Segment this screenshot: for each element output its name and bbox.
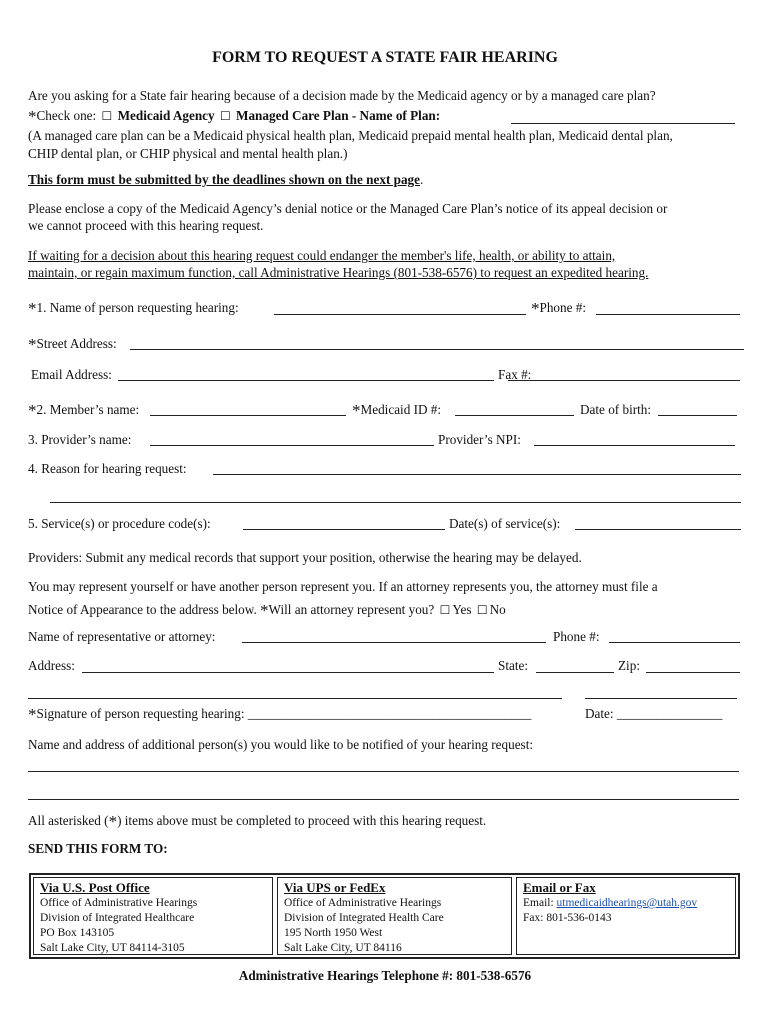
provider-name-field[interactable] <box>150 445 434 446</box>
email-line <box>523 896 729 911</box>
asterisk-note-start: All asterisked ( <box>28 813 109 828</box>
medicaid-id-label <box>352 402 441 418</box>
send-to-heading: SEND THIS FORM TO: <box>28 841 168 856</box>
post-office-line: PO Box 143105 <box>40 927 115 939</box>
phone-footer: Administrative Hearings Telephone #: 801-538-6576 <box>238 968 532 983</box>
zip-field[interactable] <box>646 672 740 673</box>
address-field[interactable] <box>82 672 494 673</box>
provider-name-label: 3. Provider’s name: <box>28 432 132 447</box>
mailing-options-table <box>29 873 740 959</box>
additional-persons-label: Name and address of additional person(s) you would like to be notified of your hearing request: <box>28 737 534 752</box>
required-asterisk: * <box>28 299 37 318</box>
post-office-line: Salt Lake City, UT 84114-3105 <box>40 942 185 954</box>
rep-phone-field[interactable] <box>609 642 740 643</box>
fax-number: Fax: 801-536-0143 <box>523 912 612 924</box>
providers-note: Providers: Submit any medical records that support your position, otherwise the hearing may be delayed. <box>28 550 582 565</box>
signature-date-field[interactable] <box>585 698 737 699</box>
requester-name-label <box>28 300 239 316</box>
required-asterisk: * <box>28 401 37 420</box>
deadline-note-text: This form must be submitted by the deadlines shown on the next page <box>28 172 421 187</box>
intro-question: Are you asking for a State fair hearing because of a decision made by the Medicaid agency or by a managed care plan? <box>28 88 656 103</box>
attorney-no-checkbox[interactable]: ☐ <box>476 603 488 617</box>
plan-note-line-1: (A managed care plan can be a Medicaid physical health plan, Medicaid prepaid mental health plan, Medicaid dental plan, <box>28 128 673 143</box>
fax-label: Fax #: <box>498 367 532 382</box>
page-title: FORM TO REQUEST A STATE FAIR HEARING <box>212 49 558 66</box>
provider-npi-label: Provider’s NPI: <box>438 432 521 447</box>
email-link[interactable]: utmedicaidhearings@utah.gov <box>556 897 698 909</box>
enclose-line-2: we cannot proceed with this hearing request. <box>28 218 264 233</box>
attorney-question: Will an attorney represent you? <box>268 602 435 617</box>
medicaid-agency-checkbox[interactable]: ☐ <box>101 109 113 123</box>
rep-phone-label: Phone #: <box>553 629 600 644</box>
address-label: Address: <box>28 658 75 673</box>
expedite-line-1: If waiting for a decision about this hearing request could endanger the member's life, health, or ability to attain, <box>28 248 616 263</box>
street-label <box>28 336 117 352</box>
member-name-label <box>28 402 139 418</box>
service-dates-field[interactable] <box>575 529 741 530</box>
state-label: State: <box>498 658 529 673</box>
medicaid-id-field[interactable] <box>455 415 574 416</box>
ups-fedex-line: Salt Lake City, UT 84116 <box>284 942 402 954</box>
post-office-line: Division of Integrated Healthcare <box>40 912 195 924</box>
fax-field[interactable] <box>508 380 740 381</box>
member-name-field[interactable] <box>150 415 346 416</box>
email-fax-column <box>516 877 736 955</box>
represent-line-2 <box>28 602 506 618</box>
required-asterisk: * <box>352 401 361 420</box>
email-fax-heading: Email or Fax <box>523 880 596 895</box>
medicaid-agency-label: Medicaid Agency <box>117 108 215 123</box>
ups-fedex-line: Division of Integrated Health Care <box>284 912 444 924</box>
street-field[interactable] <box>130 349 744 350</box>
state-field[interactable] <box>536 672 614 673</box>
service-codes-field[interactable] <box>243 529 445 530</box>
phone-field[interactable] <box>596 314 740 315</box>
post-office-column <box>33 877 273 955</box>
required-asterisk: * <box>28 335 37 354</box>
deadline-period: . <box>420 172 424 187</box>
email-label: Email: <box>523 897 557 909</box>
date-label: Date: ________________ <box>585 706 723 721</box>
signature-field[interactable] <box>28 698 562 699</box>
street-label-text: Street Address: <box>36 336 117 351</box>
represent-line-2-text: Notice of Appearance to the address below. <box>28 602 257 617</box>
attorney-no-label: No <box>489 602 506 617</box>
required-asterisk: * <box>108 812 118 831</box>
attorney-yes-checkbox[interactable]: ☐ <box>439 603 451 617</box>
asterisk-note <box>28 813 486 829</box>
rep-name-label: Name of representative or attorney: <box>28 629 216 644</box>
plan-name-field[interactable] <box>511 123 735 124</box>
service-dates-label: Date(s) of service(s): <box>449 516 561 531</box>
dob-label: Date of birth: <box>580 402 652 417</box>
dob-field[interactable] <box>658 415 737 416</box>
medicaid-id-text: Medicaid ID #: <box>360 402 442 417</box>
zip-label: Zip: <box>618 658 640 673</box>
required-asterisk: * <box>260 601 269 620</box>
reason-field-line-1[interactable] <box>213 474 741 475</box>
rep-name-field[interactable] <box>242 642 546 643</box>
managed-care-checkbox[interactable]: ☐ <box>219 109 231 123</box>
reason-field-line-2[interactable] <box>50 502 741 503</box>
ups-fedex-line: 195 North 1950 West <box>284 927 383 939</box>
additional-persons-field-1[interactable] <box>28 771 739 772</box>
check-one-row <box>28 108 440 124</box>
member-name-text: 2. Member’s name: <box>36 402 140 417</box>
phone-label <box>531 300 586 316</box>
expedite-line-2: maintain, or regain maximum function, call Administrative Hearings (801-538-6576) to request an expedited hearing. <box>28 265 649 280</box>
ups-fedex-line: Office of Administrative Hearings <box>284 897 442 909</box>
post-office-heading: Via U.S. Post Office <box>40 880 150 895</box>
required-asterisk: * <box>28 107 37 126</box>
service-codes-label: 5. Service(s) or procedure code(s): <box>28 516 211 531</box>
enclose-line-1: Please enclose a copy of the Medicaid Agency’s denial notice or the Managed Care Plan’s notice of its appeal decision or <box>28 201 668 216</box>
phone-label-text: Phone #: <box>539 300 587 315</box>
provider-npi-field[interactable] <box>534 445 735 446</box>
requester-name-text: 1. Name of person requesting hearing: <box>36 300 239 315</box>
signature-label-text: Signature of person requesting hearing: ___________________________________________ <box>36 706 532 721</box>
post-office-line: Office of Administrative Hearings <box>40 897 198 909</box>
managed-care-label: Managed Care Plan - Name of Plan: <box>236 108 441 123</box>
required-asterisk: * <box>531 299 540 318</box>
plan-note-line-2: CHIP dental plan, or CHIP physical and mental health plan.) <box>28 146 348 161</box>
deadline-note <box>28 172 423 188</box>
signature-label <box>28 706 531 722</box>
check-one-label: Check one: <box>36 108 97 123</box>
ups-fedex-heading: Via UPS or FedEx <box>284 880 386 895</box>
asterisk-note-end: ) items above must be completed to proceed with this hearing request. <box>117 813 487 828</box>
email-field[interactable] <box>118 380 494 381</box>
ups-fedex-column <box>277 877 512 955</box>
attorney-yes-label: Yes <box>452 602 472 617</box>
represent-line-1: You may represent yourself or have another person represent you. If an attorney represents you, the attorney must file a <box>28 579 658 594</box>
email-label: Email Address: <box>31 367 112 382</box>
reason-label: 4. Reason for hearing request: <box>28 461 187 476</box>
additional-persons-field-2[interactable] <box>28 799 739 800</box>
requester-name-field[interactable] <box>274 314 526 315</box>
required-asterisk: * <box>28 705 37 724</box>
